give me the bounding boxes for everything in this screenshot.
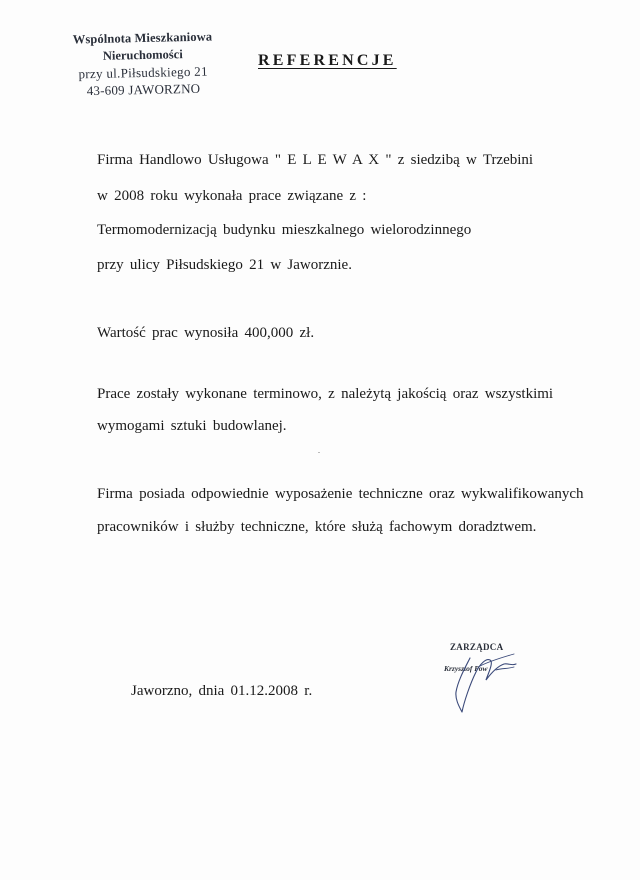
signature-stamp-title: ZARZĄDCA <box>450 642 504 652</box>
paragraph-1-line-3: Termomodernizacją budynku mieszkalnego wielorodzinnego <box>97 222 472 238</box>
document-title: REFERENCJE <box>258 52 397 69</box>
stamp-line-1: Wspólnota Mieszkaniowa <box>72 29 213 47</box>
paragraph-3-line-1: Prace zostały wykonane terminowo, z należytą jakością oraz wszystkimi <box>97 386 554 402</box>
community-stamp <box>57 28 228 100</box>
signature-stamp-name: Krzysztof Pow <box>444 664 488 673</box>
stamp-line-2: Nieruchomości <box>102 47 183 63</box>
paragraph-3-line-2: wymogami sztuki budowlanej. <box>97 418 287 434</box>
paragraph-1-line-1: Firma Handlowo Usługowa " E L E W A X " z siedzibą w Trzebini <box>97 152 534 168</box>
place-and-date: Jaworzno, dnia 01.12.2008 r. <box>131 683 313 699</box>
paragraph-1-line-2: w 2008 roku wykonała prace związane z : <box>97 188 367 204</box>
paragraph-2-line-1: Wartość prac wynosiła 400,000 zł. <box>97 325 315 341</box>
paragraph-4-line-1: Firma posiada odpowiednie wyposażenie techniczne oraz wykwalifikowanych <box>97 486 584 502</box>
scan-speck <box>318 452 320 453</box>
paragraph-1-line-4: przy ulicy Piłsudskiego 21 w Jaworznie. <box>97 257 352 273</box>
paragraph-4-line-2: pracowników i służby techniczne, które służą fachowym doradztwem. <box>97 519 537 535</box>
stamp-line-4: 43-609 JAWORZNO <box>86 80 201 99</box>
stamp-line-3: przy ul.Piłsudskiego 21 <box>78 63 208 82</box>
handwritten-signature <box>436 636 526 716</box>
